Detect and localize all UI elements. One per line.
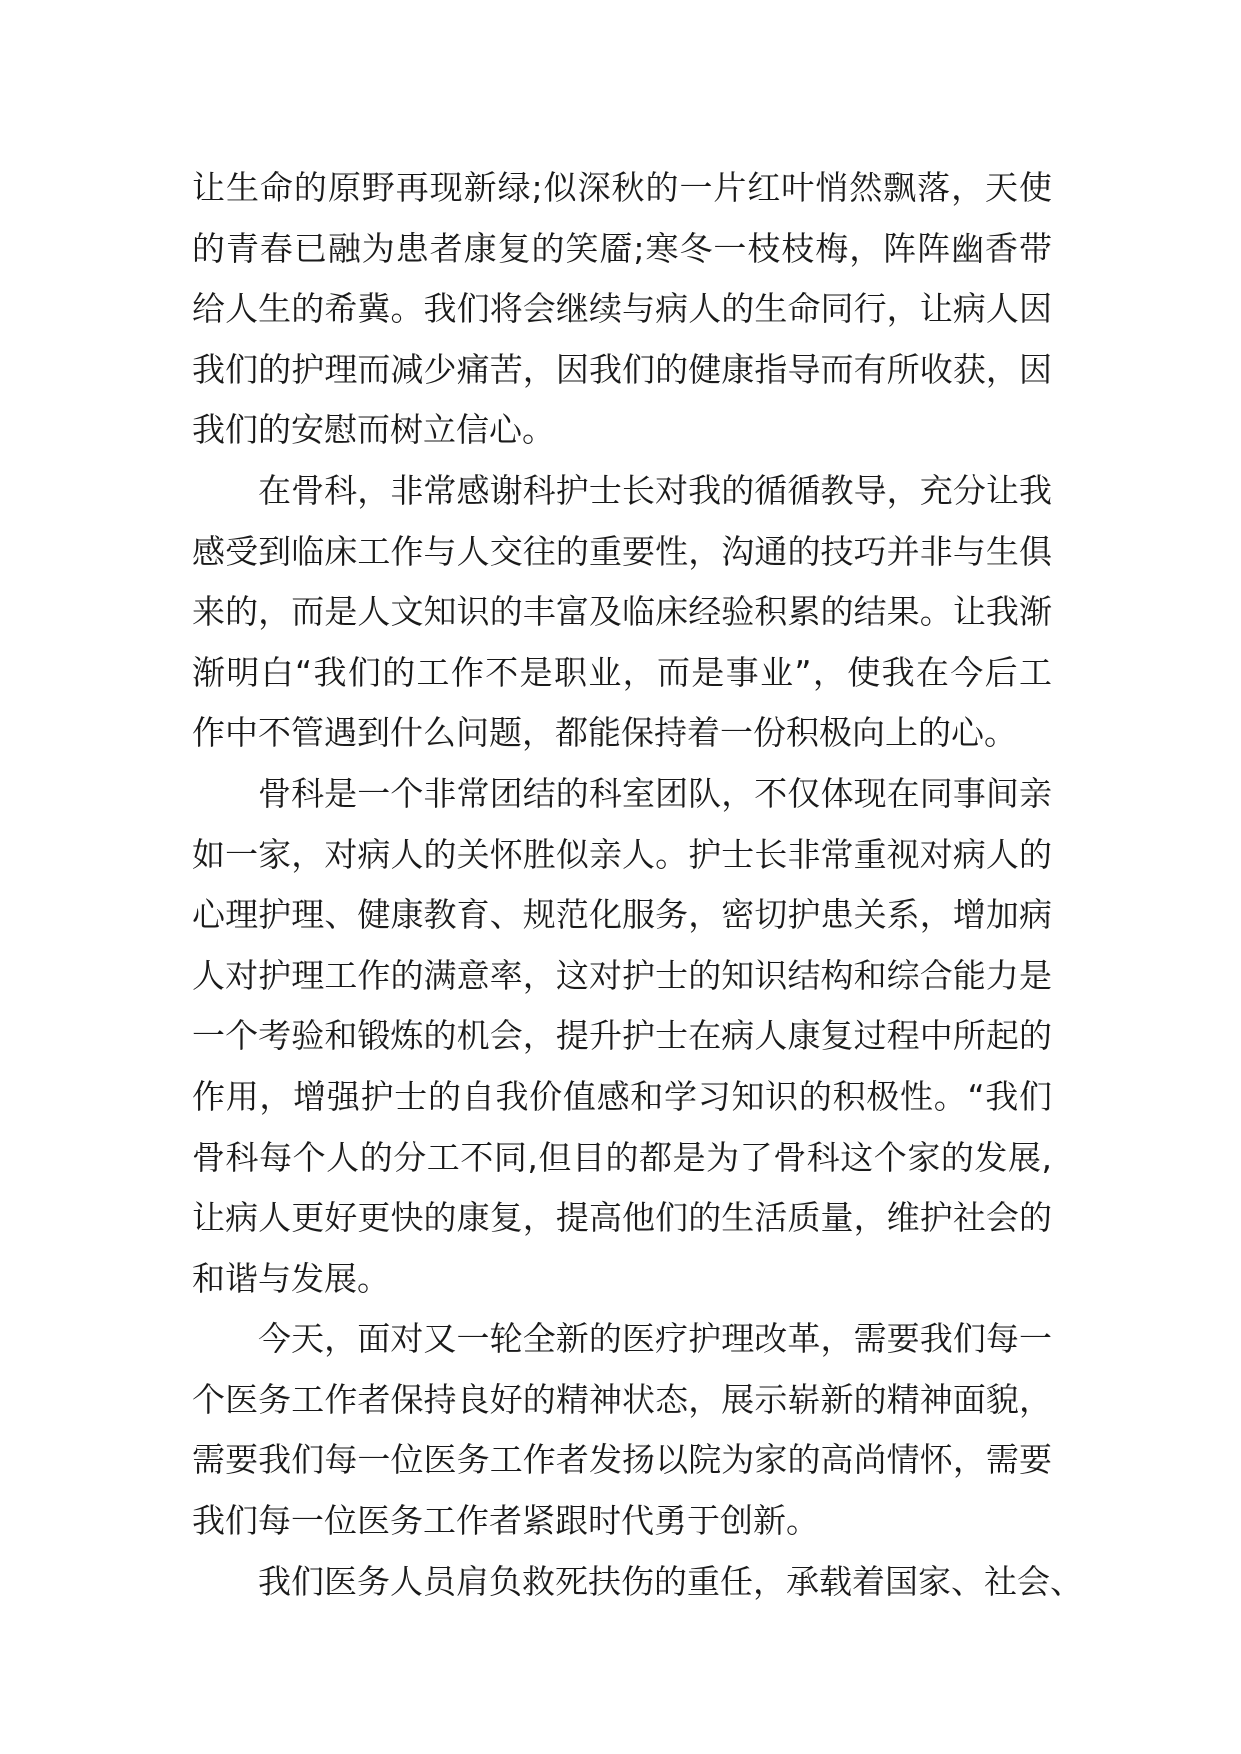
text-line: 来的，而是人文知识的丰富及临床经验积累的结果。让我渐 [192, 592, 1052, 632]
document-body [192, 158, 1083, 1612]
text-line: 让病人更好更快的康复，提高他们的生活质量，维护社会的 [192, 1198, 1052, 1238]
text-line: 一个考验和锻炼的机会，提升护士在病人康复过程中所起的 [192, 1016, 1052, 1056]
text-line: 我们每一位医务工作者紧跟时代勇于创新。 [192, 1501, 819, 1541]
text-line: 感受到临床工作与人交往的重要性，沟通的技巧并非与生俱 [192, 531, 1052, 571]
text-line: 让生命的原野再现新绿;似深秋的一片红叶悄然飘落，天使 [192, 168, 1052, 207]
text-line: 需要我们每一位医务工作者发扬以院为家的高尚情怀，需要 [192, 1440, 1052, 1480]
text-line: 我们医务人员肩负救死扶伤的重任，承载着国家、社会、 [258, 1561, 1083, 1601]
text-line: 作中不管遇到什么问题，都能保持着一份积极向上的心。 [192, 713, 1017, 753]
text-line: 给人生的希冀。我们将会继续与病人的生命同行，让病人因 [192, 289, 1052, 329]
text-line: 个医务工作者保持良好的精神状态，展示崭新的精神面貌， [192, 1379, 1052, 1419]
text-line: 心理护理、健康教育、规范化服务，密切护患关系，增加病 [192, 895, 1052, 935]
text-line: 骨科是一个非常团结的科室团队，不仅体现在同事间亲 [258, 773, 1052, 813]
text-line: 作用，增强护士的自我价值感和学习知识的积极性。“我们 [192, 1076, 1052, 1116]
text-line: 人对护理工作的满意率，这对护士的知识结构和综合能力是 [192, 955, 1052, 995]
text-line: 在骨科，非常感谢科护士长对我的循循教导，充分让我 [258, 470, 1052, 510]
text-line: 和谐与发展。 [192, 1258, 390, 1298]
text-line: 的青春已融为患者康复的笑靥;寒冬一枝枝梅，阵阵幽香带 [192, 228, 1052, 268]
text-line: 我们的安慰而树立信心。 [192, 410, 555, 450]
text-line: 骨科每个人的分工不同,但目的都是为了骨科这个家的发展, [192, 1137, 1052, 1177]
text-line: 今天，面对又一轮全新的医疗护理改革，需要我们每一 [258, 1319, 1052, 1359]
text-line: 如一家，对病人的关怀胜似亲人。护士长非常重视对病人的 [192, 834, 1052, 874]
text-line: 渐明白“我们的工作不是职业，而是事业”，使我在今后工 [192, 652, 1052, 692]
text-line: 我们的护理而减少痛苦，因我们的健康指导而有所收获，因 [192, 349, 1052, 389]
